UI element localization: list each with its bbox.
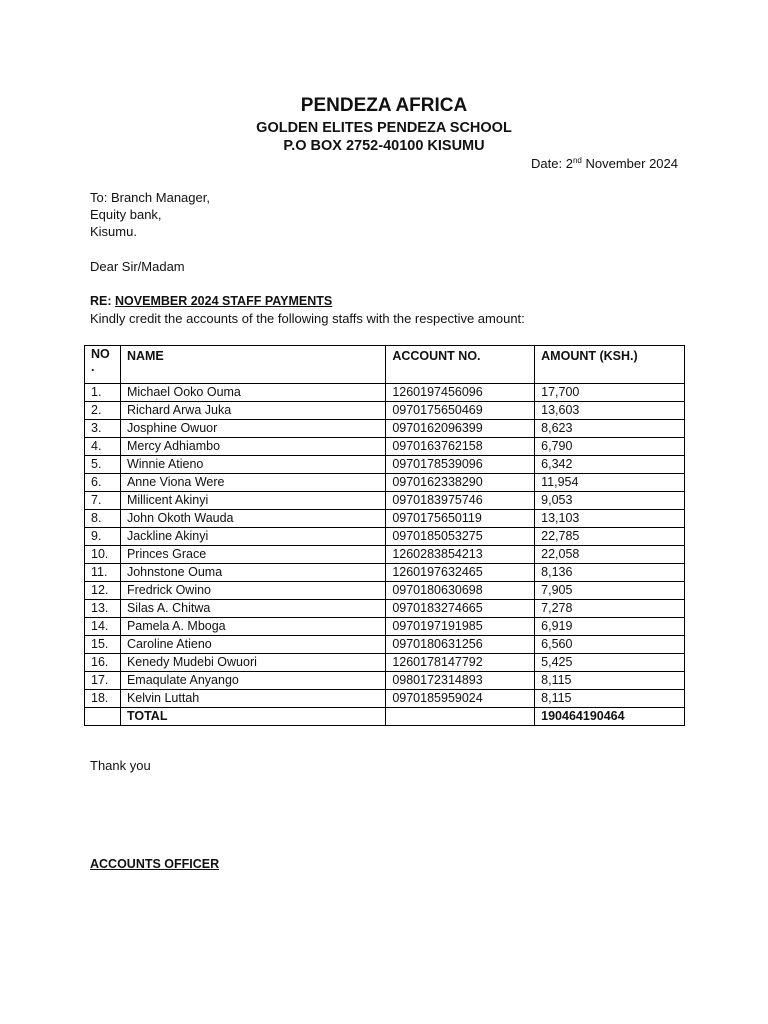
subject-text: NOVEMBER 2024 STAFF PAYMENTS <box>115 294 333 308</box>
header-no <box>85 346 121 384</box>
intro-text: Kindly credit the accounts of the following staffs with the respective amount: <box>90 311 525 326</box>
row-no: 3. <box>85 420 121 438</box>
table-row <box>85 420 685 438</box>
row-no: 7. <box>85 492 121 510</box>
re-label: RE: <box>90 294 112 308</box>
row-name: Caroline Atieno <box>120 636 385 654</box>
header-name: NAME <box>120 346 385 384</box>
table-row <box>85 672 685 690</box>
table-row <box>85 492 685 510</box>
row-no: 6. <box>85 474 121 492</box>
row-amount: 7,905 <box>535 582 685 600</box>
row-no: 12. <box>85 582 121 600</box>
row-no: 15. <box>85 636 121 654</box>
header-no-label: NO <box>91 347 110 361</box>
recipient-line-1: To: Branch Manager, <box>90 190 210 205</box>
row-amount: 8,136 <box>535 564 685 582</box>
row-amount: 22,058 <box>535 546 685 564</box>
row-name: Jackline Akinyi <box>120 528 385 546</box>
row-no: 5. <box>85 456 121 474</box>
table-row <box>85 510 685 528</box>
row-name: Johnstone Ouma <box>120 564 385 582</box>
total-no-cell <box>85 708 121 726</box>
table-row <box>85 456 685 474</box>
letter-date <box>531 156 678 171</box>
row-account: 0970178539096 <box>386 456 535 474</box>
row-amount: 7,278 <box>535 600 685 618</box>
date-prefix: Date: 2 <box>531 156 573 171</box>
row-name: Fredrick Owino <box>120 582 385 600</box>
row-name: Millicent Akinyi <box>120 492 385 510</box>
row-no: 9. <box>85 528 121 546</box>
table-row <box>85 384 685 402</box>
row-account: 0970185959024 <box>386 690 535 708</box>
date-rest: November 2024 <box>581 156 678 171</box>
table-row <box>85 546 685 564</box>
row-amount: 6,342 <box>535 456 685 474</box>
row-amount: 6,790 <box>535 438 685 456</box>
row-account: 1260178147792 <box>386 654 535 672</box>
row-no: 11. <box>85 564 121 582</box>
row-amount: 6,560 <box>535 636 685 654</box>
signature-title: ACCOUNTS OFFICER <box>90 857 220 871</box>
row-amount: 13,603 <box>535 402 685 420</box>
table-row <box>85 618 685 636</box>
row-amount: 6,919 <box>535 618 685 636</box>
recipient-line-3: Kisumu. <box>90 224 137 239</box>
header-no-dot: . <box>91 360 95 374</box>
row-amount: 5,425 <box>535 654 685 672</box>
row-account: 0970185053275 <box>386 528 535 546</box>
row-name: Mercy Adhiambo <box>120 438 385 456</box>
table-header-row <box>85 346 685 384</box>
table-row <box>85 438 685 456</box>
table-row <box>85 402 685 420</box>
total-label: TOTAL <box>120 708 385 726</box>
table-row <box>85 636 685 654</box>
recipient-line-2: Equity bank, <box>90 207 162 222</box>
row-account: 0970180631256 <box>386 636 535 654</box>
salutation: Dear Sir/Madam <box>90 259 185 274</box>
row-name: Winnie Atieno <box>120 456 385 474</box>
total-amount: 190464190464 <box>535 708 685 726</box>
row-no: 2. <box>85 402 121 420</box>
row-account: 0970175650119 <box>386 510 535 528</box>
row-name: Kenedy Mudebi Owuori <box>120 654 385 672</box>
row-account: 0970180630698 <box>386 582 535 600</box>
row-amount: 9,053 <box>535 492 685 510</box>
row-no: 14. <box>85 618 121 636</box>
table-row <box>85 690 685 708</box>
table-row <box>85 654 685 672</box>
row-name: Pamela A. Mboga <box>120 618 385 636</box>
row-account: 0970183274665 <box>386 600 535 618</box>
row-account: 1260283854213 <box>386 546 535 564</box>
row-name: Josphine Owuor <box>120 420 385 438</box>
header-account: ACCOUNT NO. <box>386 346 535 384</box>
row-no: 4. <box>85 438 121 456</box>
row-account: 0970175650469 <box>386 402 535 420</box>
row-amount: 13,103 <box>535 510 685 528</box>
row-amount: 22,785 <box>535 528 685 546</box>
row-amount: 8,623 <box>535 420 685 438</box>
row-account: 0980172314893 <box>386 672 535 690</box>
row-account: 0970162096399 <box>386 420 535 438</box>
row-no: 17. <box>85 672 121 690</box>
postal-address: P.O BOX 2752-40100 KISUMU <box>283 138 485 154</box>
row-name: Anne Viona Were <box>120 474 385 492</box>
row-name: John Okoth Wauda <box>120 510 385 528</box>
row-no: 13. <box>85 600 121 618</box>
total-row <box>85 708 685 726</box>
table-row <box>85 564 685 582</box>
closing-text: Thank you <box>90 758 151 773</box>
payments-table <box>84 345 685 726</box>
total-account-cell <box>386 708 535 726</box>
row-account: 0970163762158 <box>386 438 535 456</box>
row-amount: 8,115 <box>535 690 685 708</box>
row-account: 0970162338290 <box>386 474 535 492</box>
row-name: Emaqulate Anyango <box>120 672 385 690</box>
school-name: GOLDEN ELITES PENDEZA SCHOOL <box>256 120 512 136</box>
row-name: Silas A. Chitwa <box>120 600 385 618</box>
date-ordinal-suffix: nd <box>572 156 582 165</box>
row-account: 1260197632465 <box>386 564 535 582</box>
row-account: 1260197456096 <box>386 384 535 402</box>
row-account: 0970183975746 <box>386 492 535 510</box>
row-name: Michael Ooko Ouma <box>120 384 385 402</box>
row-no: 10. <box>85 546 121 564</box>
row-amount: 17,700 <box>535 384 685 402</box>
row-amount: 11,954 <box>535 474 685 492</box>
row-name: Kelvin Luttah <box>120 690 385 708</box>
row-name: Richard Arwa Juka <box>120 402 385 420</box>
table-row <box>85 600 685 618</box>
row-amount: 8,115 <box>535 672 685 690</box>
row-no: 1. <box>85 384 121 402</box>
table-row <box>85 474 685 492</box>
row-name: Princes Grace <box>120 546 385 564</box>
row-no: 18. <box>85 690 121 708</box>
table-row <box>85 528 685 546</box>
org-name: PENDEZA AFRICA <box>300 95 468 116</box>
row-no: 8. <box>85 510 121 528</box>
row-account: 0970197191985 <box>386 618 535 636</box>
header-amount: AMOUNT (KSH.) <box>535 346 685 384</box>
subject-line <box>90 294 332 308</box>
table-row <box>85 582 685 600</box>
row-no: 16. <box>85 654 121 672</box>
